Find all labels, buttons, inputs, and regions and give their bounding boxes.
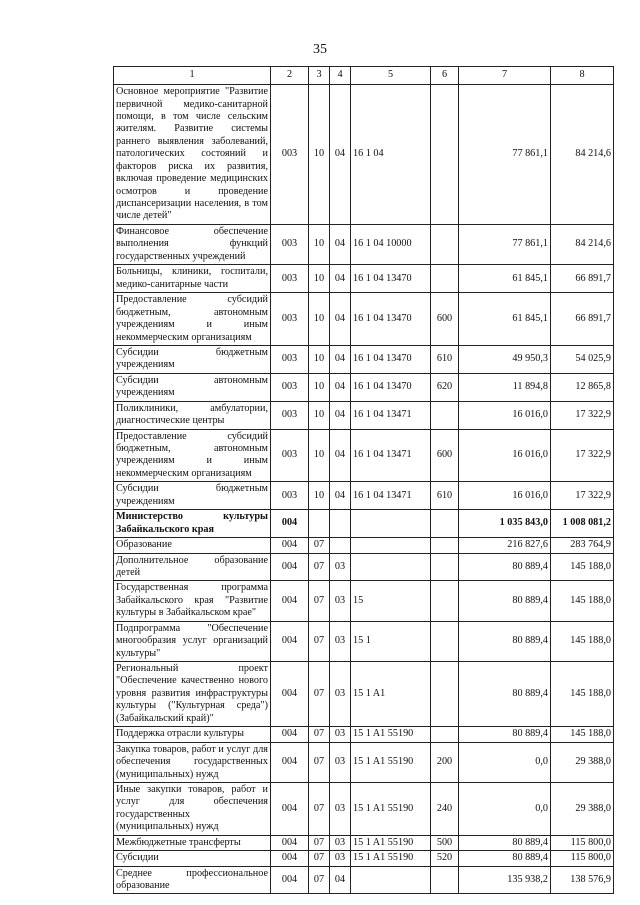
table-row [114, 538, 614, 553]
section-code-cell: 07 [309, 553, 330, 581]
table-header-row [114, 67, 614, 85]
ministry-code-cell: 004 [271, 553, 309, 581]
amount-year1-cell: 77 861,1 [459, 225, 551, 265]
target-article-cell [351, 538, 431, 553]
target-article-cell: 15 1 A1 55190 [351, 835, 431, 850]
table-row [114, 553, 614, 581]
section-code-cell: 10 [309, 482, 330, 510]
ministry-code-cell: 003 [271, 293, 309, 346]
subsection-code-cell [330, 538, 351, 553]
section-code-cell: 07 [309, 662, 330, 727]
expense-type-cell [431, 727, 459, 742]
section-code-cell: 10 [309, 429, 330, 482]
amount-year1-cell: 16 016,0 [459, 429, 551, 482]
ministry-code-cell: 003 [271, 225, 309, 265]
amount-year1-cell: 135 938,2 [459, 866, 551, 894]
section-code-cell: 10 [309, 225, 330, 265]
amount-year2-cell: 145 188,0 [551, 727, 614, 742]
row-name-cell: Субсидии бюджетным учреждениям [114, 482, 271, 510]
table-row [114, 225, 614, 265]
amount-year2-cell: 17 322,9 [551, 429, 614, 482]
expense-type-cell: 610 [431, 345, 459, 373]
target-article-cell: 16 1 04 13470 [351, 265, 431, 293]
column-header: 1 [114, 67, 271, 85]
amount-year2-cell: 84 214,6 [551, 225, 614, 265]
section-code-cell: 07 [309, 742, 330, 782]
section-code-cell: 07 [309, 621, 330, 661]
subsection-code-cell: 04 [330, 373, 351, 401]
section-code-cell: 07 [309, 727, 330, 742]
amount-year1-cell: 80 889,4 [459, 621, 551, 661]
ministry-code-cell: 004 [271, 621, 309, 661]
amount-year1-cell: 16 016,0 [459, 401, 551, 429]
row-name-cell: Основное мероприятие "Развитие первичной медико-санитарной помощи, в том числе сельским жителям. Развитие системы раннего выявления заболеваний, патологических состояний и факторов риска их развития, включая проведение медицинских осмотров и проведение диспансеризации населения, в том числе детей" [114, 85, 271, 225]
amount-year2-cell: 115 800,0 [551, 851, 614, 866]
ministry-code-cell: 004 [271, 581, 309, 621]
ministry-code-cell: 003 [271, 373, 309, 401]
expense-type-cell [431, 510, 459, 538]
subsection-code-cell: 04 [330, 265, 351, 293]
amount-year1-cell: 80 889,4 [459, 581, 551, 621]
row-name-cell: Подпрограмма "Обеспечение многообразия услуг организаций культуры" [114, 621, 271, 661]
expense-type-cell: 240 [431, 782, 459, 835]
target-article-cell [351, 510, 431, 538]
subsection-code-cell: 04 [330, 401, 351, 429]
target-article-cell: 16 1 04 [351, 85, 431, 225]
table-row [114, 482, 614, 510]
expense-type-cell: 600 [431, 293, 459, 346]
expense-type-cell [431, 538, 459, 553]
expense-type-cell [431, 553, 459, 581]
ministry-code-cell: 004 [271, 835, 309, 850]
section-code-cell: 10 [309, 345, 330, 373]
amount-year2-cell: 17 322,9 [551, 401, 614, 429]
table-row [114, 345, 614, 373]
amount-year1-cell: 61 845,1 [459, 293, 551, 346]
table-row [114, 851, 614, 866]
amount-year1-cell: 49 950,3 [459, 345, 551, 373]
table-row [114, 429, 614, 482]
column-header: 3 [309, 67, 330, 85]
amount-year1-cell: 80 889,4 [459, 553, 551, 581]
table-row [114, 835, 614, 850]
row-name-cell: Больницы, клиники, госпитали, медико-санитарные части [114, 265, 271, 293]
subsection-code-cell: 03 [330, 835, 351, 850]
row-name-cell: Среднее профессиональное образование [114, 866, 271, 894]
expense-type-cell [431, 866, 459, 894]
amount-year2-cell: 84 214,6 [551, 85, 614, 225]
ministry-code-cell: 003 [271, 345, 309, 373]
amount-year1-cell: 80 889,4 [459, 727, 551, 742]
section-code-cell: 07 [309, 866, 330, 894]
table-row [114, 581, 614, 621]
amount-year1-cell: 80 889,4 [459, 835, 551, 850]
subsection-code-cell: 03 [330, 727, 351, 742]
amount-year1-cell: 77 861,1 [459, 85, 551, 225]
ministry-code-cell: 004 [271, 851, 309, 866]
subsection-code-cell: 04 [330, 85, 351, 225]
expense-type-cell [431, 85, 459, 225]
target-article-cell: 16 1 04 13470 [351, 373, 431, 401]
target-article-cell: 15 [351, 581, 431, 621]
section-code-cell: 07 [309, 782, 330, 835]
amount-year1-cell: 0,0 [459, 782, 551, 835]
section-code-cell: 10 [309, 373, 330, 401]
amount-year2-cell: 29 388,0 [551, 742, 614, 782]
target-article-cell [351, 553, 431, 581]
target-article-cell: 16 1 04 13470 [351, 293, 431, 346]
section-code-cell: 07 [309, 581, 330, 621]
subsection-code-cell: 03 [330, 581, 351, 621]
target-article-cell: 16 1 04 13470 [351, 345, 431, 373]
amount-year1-cell: 0,0 [459, 742, 551, 782]
target-article-cell: 15 1 A1 [351, 662, 431, 727]
amount-year1-cell: 61 845,1 [459, 265, 551, 293]
row-name-cell: Иные закупки товаров, работ и услуг для обеспечения государственных (муниципальных) нужд [114, 782, 271, 835]
table-row [114, 621, 614, 661]
subsection-code-cell: 03 [330, 782, 351, 835]
ministry-code-cell: 003 [271, 401, 309, 429]
section-code-cell [309, 510, 330, 538]
expense-type-cell: 600 [431, 429, 459, 482]
row-name-cell: Государственная программа Забайкальского края "Развитие культуры в Забайкальском крае" [114, 581, 271, 621]
target-article-cell: 15 1 A1 55190 [351, 851, 431, 866]
expense-type-cell: 610 [431, 482, 459, 510]
amount-year2-cell: 145 188,0 [551, 553, 614, 581]
amount-year2-cell: 145 188,0 [551, 621, 614, 661]
amount-year2-cell: 115 800,0 [551, 835, 614, 850]
table-row [114, 662, 614, 727]
ministry-code-cell: 004 [271, 742, 309, 782]
table-body [114, 85, 614, 894]
amount-year1-cell: 1 035 843,0 [459, 510, 551, 538]
target-article-cell: 16 1 04 13471 [351, 482, 431, 510]
ministry-code-cell: 003 [271, 429, 309, 482]
row-name-cell: Финансовое обеспечение выполнения функций государственных учреждений [114, 225, 271, 265]
ministry-code-cell: 004 [271, 782, 309, 835]
section-code-cell: 07 [309, 538, 330, 553]
table-row [114, 265, 614, 293]
amount-year1-cell: 80 889,4 [459, 662, 551, 727]
table-row [114, 782, 614, 835]
subsection-code-cell: 04 [330, 866, 351, 894]
row-name-cell: Субсидии [114, 851, 271, 866]
subsection-code-cell: 04 [330, 482, 351, 510]
ministry-code-cell: 004 [271, 727, 309, 742]
ministry-code-cell: 004 [271, 510, 309, 538]
section-code-cell: 07 [309, 851, 330, 866]
subsection-code-cell: 03 [330, 553, 351, 581]
subsection-code-cell: 03 [330, 662, 351, 727]
row-name-cell: Региональный проект "Обеспечение качественно нового уровня развития инфраструктуры культуры ("Культурная среда") (Забайкальский край)" [114, 662, 271, 727]
subsection-code-cell: 04 [330, 429, 351, 482]
section-code-cell: 07 [309, 835, 330, 850]
row-name-cell: Министерство культуры Забайкальского края [114, 510, 271, 538]
row-name-cell: Субсидии бюджетным учреждениям [114, 345, 271, 373]
row-name-cell: Межбюджетные трансферты [114, 835, 271, 850]
expense-type-cell [431, 621, 459, 661]
expense-type-cell [431, 265, 459, 293]
target-article-cell: 15 1 A1 55190 [351, 742, 431, 782]
subsection-code-cell [330, 510, 351, 538]
amount-year2-cell: 17 322,9 [551, 482, 614, 510]
amount-year2-cell: 145 188,0 [551, 581, 614, 621]
amount-year2-cell: 66 891,7 [551, 265, 614, 293]
section-code-cell: 10 [309, 265, 330, 293]
amount-year2-cell: 12 865,8 [551, 373, 614, 401]
row-name-cell: Поликлиники, амбулатории, диагностические центры [114, 401, 271, 429]
row-name-cell: Образование [114, 538, 271, 553]
ministry-code-cell: 004 [271, 662, 309, 727]
row-name-cell: Поддержка отрасли культуры [114, 727, 271, 742]
subsection-code-cell: 03 [330, 851, 351, 866]
table-row [114, 401, 614, 429]
column-header: 8 [551, 67, 614, 85]
expense-type-cell [431, 581, 459, 621]
expense-type-cell: 620 [431, 373, 459, 401]
subsection-code-cell: 04 [330, 293, 351, 346]
table-row [114, 742, 614, 782]
amount-year2-cell: 283 764,9 [551, 538, 614, 553]
target-article-cell: 15 1 A1 55190 [351, 727, 431, 742]
subsection-code-cell: 04 [330, 345, 351, 373]
expense-type-cell: 520 [431, 851, 459, 866]
amount-year2-cell: 1 008 081,2 [551, 510, 614, 538]
row-name-cell: Субсидии автономным учреждениям [114, 373, 271, 401]
section-code-cell: 10 [309, 293, 330, 346]
ministry-code-cell: 003 [271, 85, 309, 225]
table-row [114, 85, 614, 225]
column-header: 6 [431, 67, 459, 85]
budget-table [113, 66, 614, 894]
subsection-code-cell: 03 [330, 621, 351, 661]
table-row [114, 373, 614, 401]
amount-year2-cell: 145 188,0 [551, 662, 614, 727]
column-header: 4 [330, 67, 351, 85]
expense-type-cell [431, 225, 459, 265]
expense-type-cell: 500 [431, 835, 459, 850]
expense-type-cell: 200 [431, 742, 459, 782]
ministry-code-cell: 004 [271, 866, 309, 894]
ministry-code-cell: 004 [271, 538, 309, 553]
target-article-cell [351, 866, 431, 894]
target-article-cell: 16 1 04 13471 [351, 429, 431, 482]
row-name-cell: Предоставление субсидий бюджетным, автономным учреждениям и иным некоммерческим организациям [114, 429, 271, 482]
row-name-cell: Закупка товаров, работ и услуг для обеспечения государственных (муниципальных) нужд [114, 742, 271, 782]
amount-year1-cell: 80 889,4 [459, 851, 551, 866]
target-article-cell: 16 1 04 13471 [351, 401, 431, 429]
amount-year2-cell: 54 025,9 [551, 345, 614, 373]
table-row [114, 293, 614, 346]
column-header: 5 [351, 67, 431, 85]
ministry-code-cell: 003 [271, 265, 309, 293]
subsection-code-cell: 03 [330, 742, 351, 782]
target-article-cell: 15 1 [351, 621, 431, 661]
page-number: 35 [313, 42, 327, 57]
expense-type-cell [431, 401, 459, 429]
column-header: 2 [271, 67, 309, 85]
target-article-cell: 16 1 04 10000 [351, 225, 431, 265]
row-name-cell: Предоставление субсидий бюджетным, автономным учреждениям и иным некоммерческим организациям [114, 293, 271, 346]
amount-year1-cell: 11 894,8 [459, 373, 551, 401]
table-row [114, 727, 614, 742]
amount-year1-cell: 16 016,0 [459, 482, 551, 510]
table-row [114, 510, 614, 538]
subsection-code-cell: 04 [330, 225, 351, 265]
amount-year2-cell: 138 576,9 [551, 866, 614, 894]
section-code-cell: 10 [309, 85, 330, 225]
ministry-code-cell: 003 [271, 482, 309, 510]
target-article-cell: 15 1 A1 55190 [351, 782, 431, 835]
amount-year2-cell: 66 891,7 [551, 293, 614, 346]
amount-year1-cell: 216 827,6 [459, 538, 551, 553]
column-header: 7 [459, 67, 551, 85]
expense-type-cell [431, 662, 459, 727]
table-row [114, 866, 614, 894]
section-code-cell: 10 [309, 401, 330, 429]
row-name-cell: Дополнительное образование детей [114, 553, 271, 581]
amount-year2-cell: 29 388,0 [551, 782, 614, 835]
